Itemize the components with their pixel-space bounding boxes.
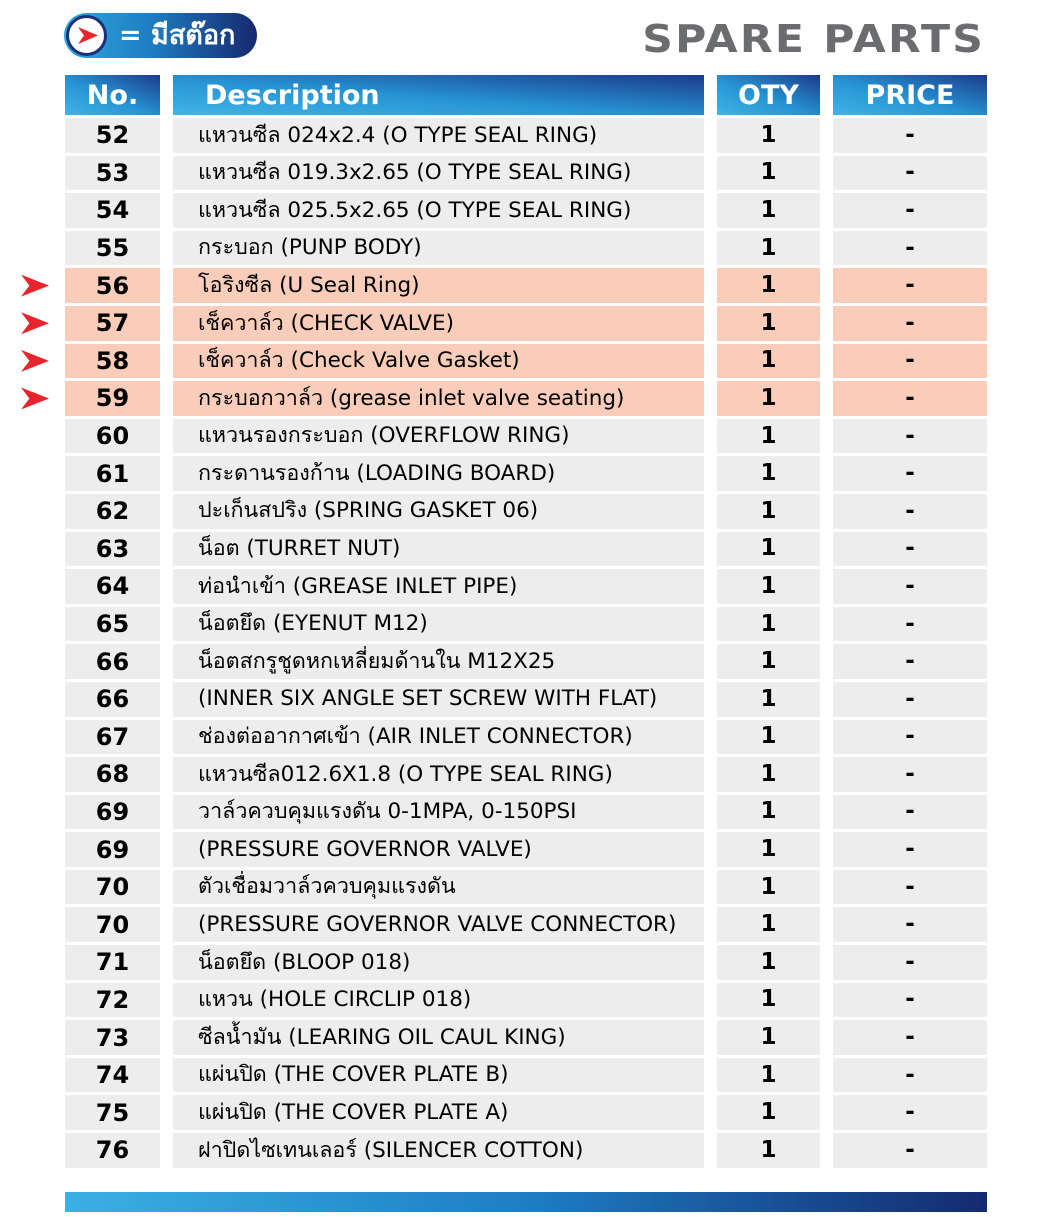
row-qty: 1 — [717, 381, 820, 416]
footer-bar — [65, 1192, 987, 1212]
row-price: - — [833, 494, 987, 529]
row-price: - — [833, 344, 987, 379]
row-number: 52 — [65, 118, 160, 153]
row-description: (PRESSURE GOVERNOR VALVE CONNECTOR) — [173, 907, 704, 942]
row-price: - — [833, 907, 987, 942]
row-number: 53 — [65, 156, 160, 191]
table-row — [65, 1020, 987, 1055]
row-description: (INNER SIX ANGLE SET SCREW WITH FLAT) — [173, 682, 704, 717]
table-row — [65, 983, 987, 1018]
row-qty: 1 — [717, 983, 820, 1018]
row-price: - — [833, 1020, 987, 1055]
row-description: น็อตยึด (EYENUT M12) — [173, 607, 704, 642]
row-qty: 1 — [717, 156, 820, 191]
table-row — [65, 757, 987, 792]
row-qty: 1 — [717, 832, 820, 867]
row-number: 69 — [65, 832, 160, 867]
row-description: แหวนซีล 025.5x2.65 (O TYPE SEAL RING) — [173, 193, 704, 228]
row-description: ท่อนำเข้า (GREASE INLET PIPE) — [173, 569, 704, 604]
row-qty: 1 — [717, 945, 820, 980]
row-description: เช็ควาล์ว (CHECK VALVE) — [173, 306, 704, 341]
header-description: Description — [173, 75, 704, 115]
row-description: แหวนซีล 024x2.4 (O TYPE SEAL RING) — [173, 118, 704, 153]
row-number: 56 — [65, 268, 160, 303]
header-no: No. — [65, 75, 160, 115]
row-qty: 1 — [717, 268, 820, 303]
row-qty: 1 — [717, 569, 820, 604]
row-price: - — [833, 945, 987, 980]
in-stock-arrow-icon — [21, 312, 49, 334]
table-row — [65, 720, 987, 755]
row-description: (PRESSURE GOVERNOR VALVE) — [173, 832, 704, 867]
row-description: กระบอกวาล์ว (grease inlet valve seating) — [173, 381, 704, 416]
table-row — [65, 1133, 987, 1168]
table-row — [65, 494, 987, 529]
row-qty: 1 — [717, 757, 820, 792]
row-qty: 1 — [717, 720, 820, 755]
row-price: - — [833, 456, 987, 491]
row-qty: 1 — [717, 1058, 820, 1093]
table-row — [65, 381, 987, 416]
row-number: 66 — [65, 682, 160, 717]
red-arrow-icon — [78, 27, 98, 44]
row-price: - — [833, 1133, 987, 1168]
row-number: 71 — [65, 945, 160, 980]
row-qty: 1 — [717, 419, 820, 454]
row-number: 61 — [65, 456, 160, 491]
row-number: 60 — [65, 419, 160, 454]
header-qty: OTY — [717, 75, 820, 115]
row-price: - — [833, 757, 987, 792]
table-row — [65, 832, 987, 867]
table-row — [65, 569, 987, 604]
row-number: 76 — [65, 1133, 160, 1168]
row-price: - — [833, 156, 987, 191]
row-qty: 1 — [717, 231, 820, 266]
table-row — [65, 1095, 987, 1130]
row-number: 62 — [65, 494, 160, 529]
row-description: น็อตสกรูชูดหกเหลี่ยมด้านใน M12X25 — [173, 644, 704, 679]
row-price: - — [833, 306, 987, 341]
row-description: กระบอก (PUNP BODY) — [173, 231, 704, 266]
row-description: โอริงซีล (U Seal Ring) — [173, 268, 704, 303]
table-row — [65, 456, 987, 491]
row-qty: 1 — [717, 870, 820, 905]
table-row — [65, 344, 987, 379]
row-qty: 1 — [717, 644, 820, 679]
table-header — [65, 75, 987, 115]
row-price: - — [833, 644, 987, 679]
table-row — [65, 419, 987, 454]
table-row — [65, 193, 987, 228]
row-qty: 1 — [717, 1020, 820, 1055]
row-price: - — [833, 607, 987, 642]
row-number: 69 — [65, 795, 160, 830]
table-row — [65, 644, 987, 679]
spare-parts-table — [65, 75, 987, 1171]
row-number: 73 — [65, 1020, 160, 1055]
row-number: 65 — [65, 607, 160, 642]
row-number: 72 — [65, 983, 160, 1018]
row-price: - — [833, 983, 987, 1018]
row-price: - — [833, 419, 987, 454]
row-description: แหวนซีล 019.3x2.65 (O TYPE SEAL RING) — [173, 156, 704, 191]
in-stock-arrow-icon — [21, 275, 49, 297]
row-qty: 1 — [717, 456, 820, 491]
page-title: SPARE PARTS — [642, 17, 985, 61]
row-description: ซีลน้ำมัน (LEARING OIL CAUL KING) — [173, 1020, 704, 1055]
row-price: - — [833, 1058, 987, 1093]
row-number: 68 — [65, 757, 160, 792]
row-description: ช่องต่ออากาศเข้า (AIR INLET CONNECTOR) — [173, 720, 704, 755]
row-qty: 1 — [717, 1133, 820, 1168]
row-description: น็อตยึด (BLOOP 018) — [173, 945, 704, 980]
stock-arrow-circle — [66, 15, 107, 56]
table-row — [65, 945, 987, 980]
row-price: - — [833, 381, 987, 416]
table-row — [65, 118, 987, 153]
row-description: แผ่นปิด (THE COVER PLATE B) — [173, 1058, 704, 1093]
row-number: 67 — [65, 720, 160, 755]
row-description: แหวนรองกระบอก (OVERFLOW RING) — [173, 419, 704, 454]
row-qty: 1 — [717, 344, 820, 379]
row-number: 63 — [65, 532, 160, 567]
row-qty: 1 — [717, 118, 820, 153]
table-row — [65, 532, 987, 567]
row-price: - — [833, 569, 987, 604]
row-price: - — [833, 193, 987, 228]
row-number: 70 — [65, 870, 160, 905]
row-price: - — [833, 1095, 987, 1130]
row-description: เช็ควาล์ว (Check Valve Gasket) — [173, 344, 704, 379]
row-number: 54 — [65, 193, 160, 228]
row-price: - — [833, 268, 987, 303]
table-row — [65, 156, 987, 191]
row-price: - — [833, 532, 987, 567]
row-qty: 1 — [717, 532, 820, 567]
row-qty: 1 — [717, 494, 820, 529]
row-price: - — [833, 682, 987, 717]
stock-legend-badge — [64, 13, 257, 58]
row-description: แหวน (HOLE CIRCLIP 018) — [173, 983, 704, 1018]
header-price: PRICE — [833, 75, 987, 115]
row-description: ฝาปิดไซเทนเลอร์ (SILENCER COTTON) — [173, 1133, 704, 1168]
row-price: - — [833, 832, 987, 867]
row-qty: 1 — [717, 1095, 820, 1130]
stock-legend-label: = มีสต๊อก — [119, 20, 236, 51]
table-row — [65, 907, 987, 942]
table-row — [65, 870, 987, 905]
row-qty: 1 — [717, 907, 820, 942]
row-qty: 1 — [717, 193, 820, 228]
row-description: น็อต (TURRET NUT) — [173, 532, 704, 567]
row-number: 74 — [65, 1058, 160, 1093]
row-number: 58 — [65, 344, 160, 379]
row-number: 57 — [65, 306, 160, 341]
row-price: - — [833, 231, 987, 266]
row-qty: 1 — [717, 306, 820, 341]
row-number: 75 — [65, 1095, 160, 1130]
row-qty: 1 — [717, 607, 820, 642]
row-number: 70 — [65, 907, 160, 942]
in-stock-arrow-icon — [21, 350, 49, 372]
row-description: ปะเก็นสปริง (SPRING GASKET 06) — [173, 494, 704, 529]
row-number: 66 — [65, 644, 160, 679]
table-row — [65, 268, 987, 303]
row-description: ตัวเชื่อมวาล์วควบคุมแรงดัน — [173, 870, 704, 905]
row-price: - — [833, 870, 987, 905]
in-stock-arrow-icon — [21, 387, 49, 409]
row-qty: 1 — [717, 682, 820, 717]
row-description: แผ่นปิด (THE COVER PLATE A) — [173, 1095, 704, 1130]
row-number: 59 — [65, 381, 160, 416]
row-price: - — [833, 118, 987, 153]
row-description: กระดานรองก้าน (LOADING BOARD) — [173, 456, 704, 491]
table-row — [65, 231, 987, 266]
row-number: 55 — [65, 231, 160, 266]
table-row — [65, 306, 987, 341]
row-price: - — [833, 795, 987, 830]
row-number: 64 — [65, 569, 160, 604]
table-body — [65, 118, 987, 1168]
row-qty: 1 — [717, 795, 820, 830]
table-row — [65, 607, 987, 642]
table-row — [65, 1058, 987, 1093]
table-row — [65, 682, 987, 717]
row-description: แหวนซีล012.6X1.8 (O TYPE SEAL RING) — [173, 757, 704, 792]
row-description: วาล์วควบคุมแรงดัน 0-1MPA, 0-150PSI — [173, 795, 704, 830]
row-price: - — [833, 720, 987, 755]
table-row — [65, 795, 987, 830]
